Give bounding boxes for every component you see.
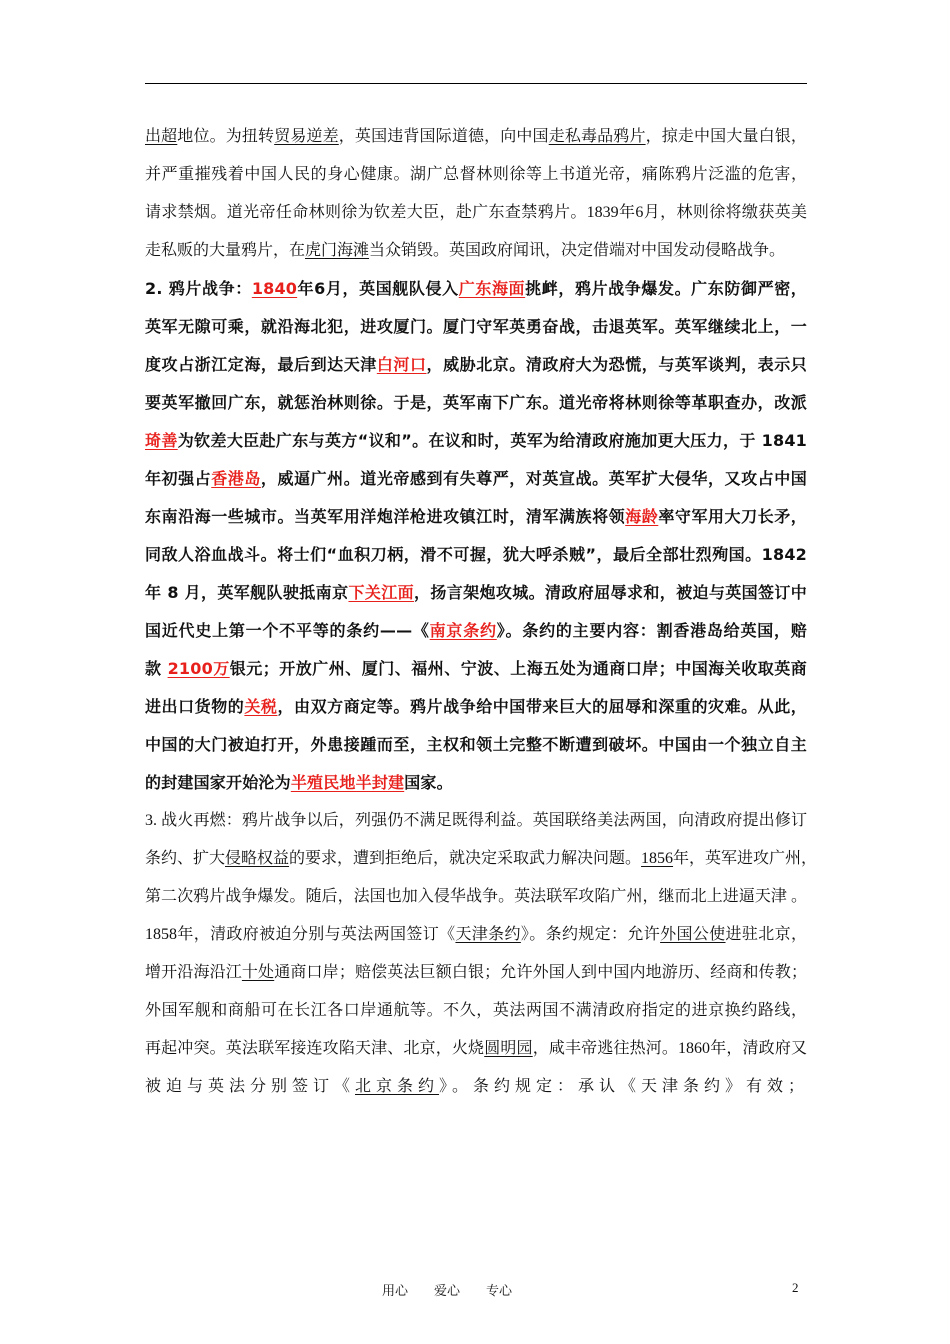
text-run: 要英军撤回广东，就惩治林则徐。于是，英军南下广东。道光帝将林则徐等革职查办，改派: [145, 393, 807, 412]
underlined-term: 出超: [145, 128, 178, 145]
text-run: 为钦差大臣赴广东与英方“议和”。在议和时，英军为给清政府施加更大压力，于 1841: [177, 431, 807, 450]
highlighted-term: 1840: [251, 279, 298, 298]
highlighted-term: 海龄: [625, 507, 659, 526]
text-line: [145, 840, 818, 878]
text-line: [145, 346, 807, 384]
text-line: [145, 878, 807, 916]
text-run: 国近代史上第一个不平等的条约——《: [145, 621, 430, 640]
underlined-term: 北京条约: [355, 1078, 440, 1095]
highlighted-term: 白河口: [376, 355, 427, 374]
highlighted-term: 半殖民地半封建: [290, 773, 405, 792]
text-run: 进驻北京，: [725, 926, 807, 943]
footer-motto-2: 爱心: [434, 1283, 461, 1298]
text-line: [145, 1068, 810, 1106]
text-line: [145, 574, 807, 612]
text-run: 度攻占浙江定海，最后到达天津: [145, 355, 377, 374]
text-run: 2. 鸦片战争：: [145, 279, 252, 298]
page-number: 2: [792, 1280, 799, 1295]
text-run: 年初强占: [145, 469, 212, 488]
underlined-term: 十处: [241, 964, 275, 981]
text-run: 并严重摧残着中国人民的身心健康。湖广总督林则徐等上书道光帝，痛陈鸦片泛滥的危害，: [145, 166, 807, 183]
text-run: 当众销毁。英国政府闻讯，决定借端对中国发动侵略战争。: [369, 242, 786, 259]
text-run: 东南沿海一些城市。当英军用洋炮洋枪进攻镇江时，清军满族将领: [145, 507, 626, 526]
text-run: ，扬言架炮攻城。清政府屈辱求和，被迫与英国签订中: [413, 583, 807, 602]
text-run: 》。条约规定：允许: [520, 926, 661, 943]
text-line: [145, 536, 807, 574]
footer-motto: [382, 1280, 538, 1299]
text-run: 同敌人浴血战斗。将士们“血积刀柄，滑不可握，犹大呼杀贼”，最后全部壮烈殉国。1842: [145, 545, 807, 564]
underlined-term: 1856: [641, 850, 674, 867]
text-line: [145, 802, 807, 840]
text-line: [145, 156, 807, 194]
text-run: 银元；开放广州、厦门、福州、宁波、上海五处为通商口岸；中国海关收取英商: [229, 659, 807, 678]
underlined-term: 走私毒品鸦片: [548, 128, 646, 145]
text-run: 地位。为扭转: [177, 128, 275, 145]
highlighted-term: 广东海面: [458, 279, 526, 298]
text-run: 的封建国家开始沦为: [145, 773, 291, 792]
text-run: 率守军用大刀长矛，: [658, 507, 807, 526]
text-run: 中国的大门被迫打开，外患接踵而至，主权和领土完整不断遭到破坏。中国由一个独立自主: [145, 735, 807, 754]
highlighted-term: 下关江面: [348, 583, 414, 602]
underlined-term: 外国公使: [660, 926, 726, 943]
text-line: [145, 650, 807, 688]
text-line: [145, 118, 807, 156]
text-line: [145, 194, 807, 232]
text-line: [145, 270, 807, 308]
text-line: [145, 498, 807, 536]
underlined-term: 虎门海滩: [305, 242, 370, 259]
underlined-term: 贸易逆差: [274, 128, 339, 145]
text-run: ，英国违背国际道德，向中国: [338, 128, 549, 145]
paragraph-opium-trade: [145, 118, 807, 270]
text-line: [145, 1030, 807, 1068]
text-line: [145, 954, 807, 992]
text-line: [145, 916, 807, 954]
text-run: 》。条约规定：承认《天津条约》有效；: [439, 1078, 810, 1095]
text-run: 3. 战火再燃：鸦片战争以后，列强仍不满足既得利益。英国联络美法两国，向清政府提出修订: [145, 812, 807, 829]
footer-motto-1: 用心: [382, 1283, 409, 1298]
text-line: [145, 764, 807, 802]
text-run: 条约、扩大: [145, 850, 226, 867]
text-run: 进出口货物的: [145, 697, 245, 716]
text-line: [145, 726, 807, 764]
underlined-term: 天津条约: [455, 926, 521, 943]
highlighted-term: 南京条约: [429, 621, 497, 640]
paragraph-second-opium-war: [145, 802, 818, 1106]
highlighted-term: 关税: [244, 697, 278, 716]
text-line: [145, 612, 807, 650]
text-run: 被迫与英法分别签订《: [145, 1078, 356, 1095]
text-run: ，掠走中国大量白银，: [645, 128, 807, 145]
highlighted-term: 香港岛: [211, 469, 261, 488]
text-run: 通商口岸；赔偿英法巨额白银；允许外国人到中国内地游历、经商和传教；: [274, 964, 807, 981]
text-run: 走私贩的大量鸦片，在: [145, 242, 306, 259]
footer-motto-3: 专心: [486, 1283, 513, 1298]
text-run: 再起冲突。英法联军接连攻陷天津、北京，火烧: [145, 1040, 485, 1057]
paragraph-opium-war: [145, 270, 807, 802]
text-line: [145, 422, 807, 460]
text-line: [145, 460, 807, 498]
text-line: [145, 308, 807, 346]
text-run: 年6月，英国舰队侵入: [297, 279, 459, 298]
text-run: 的要求，遭到拒绝后，就决定采取武力解决问题。: [289, 850, 642, 867]
header-rule: [145, 83, 807, 84]
text-run: ，威逼广州。道光帝感到有失尊严，对英宣战。英军扩大侵华，又攻占中国: [260, 469, 807, 488]
text-run: 英军无隙可乘，就沿海北犯，进攻厦门。厦门守军英勇奋战，击退英军。英军继续北上，一: [145, 317, 807, 336]
highlighted-term: 2100万: [167, 659, 230, 678]
text-run: 》。条约的主要内容：割香港岛给英国，赔: [496, 621, 807, 640]
text-line: [145, 232, 807, 270]
text-run: 国家。: [404, 773, 453, 792]
text-run: 请求禁烟。道光帝任命林则徐为钦差大臣，赴广东查禁鸦片。1839年6月，林则徐将缴获英美: [145, 204, 807, 221]
highlighted-term: 琦善: [145, 431, 178, 450]
text-run: 挑衅，鸦片战争爆发。广东防御严密，: [525, 279, 808, 298]
text-run: ，威胁北京。清政府大为恐慌，与英军谈判，表示只: [426, 355, 807, 374]
text-line: [145, 384, 807, 422]
text-run: ，由双方商定等。鸦片战争给中国带来巨大的屈辱和深重的灾难。从此，: [277, 697, 808, 716]
text-run: 1858年，清政府被迫分别与英法两国签订《: [145, 926, 456, 943]
text-run: 外国军舰和商船可在长江各口岸通航等。不久，英法两国不满清政府指定的进京换约路线，: [145, 1002, 807, 1019]
page-footer: [0, 1280, 950, 1302]
text-line: [145, 992, 807, 1030]
text-run: ，咸丰帝逃往热河。1860年，清政府又: [532, 1040, 807, 1057]
text-run: 年 8 月，英军舰队驶抵南京: [145, 583, 349, 602]
text-line: [145, 688, 807, 726]
underlined-term: 侵略权益: [225, 850, 290, 867]
text-run: 增开沿海沿江: [145, 964, 242, 981]
text-run: 年，英军进攻广州，: [673, 850, 818, 867]
text-run: 第二次鸦片战争爆发。随后，法国也加入侵华战争。英法联军攻陷广州，继而北上进逼天津 。: [145, 888, 807, 905]
underlined-term: 圆明园: [484, 1040, 533, 1057]
text-run: 款: [145, 659, 168, 678]
